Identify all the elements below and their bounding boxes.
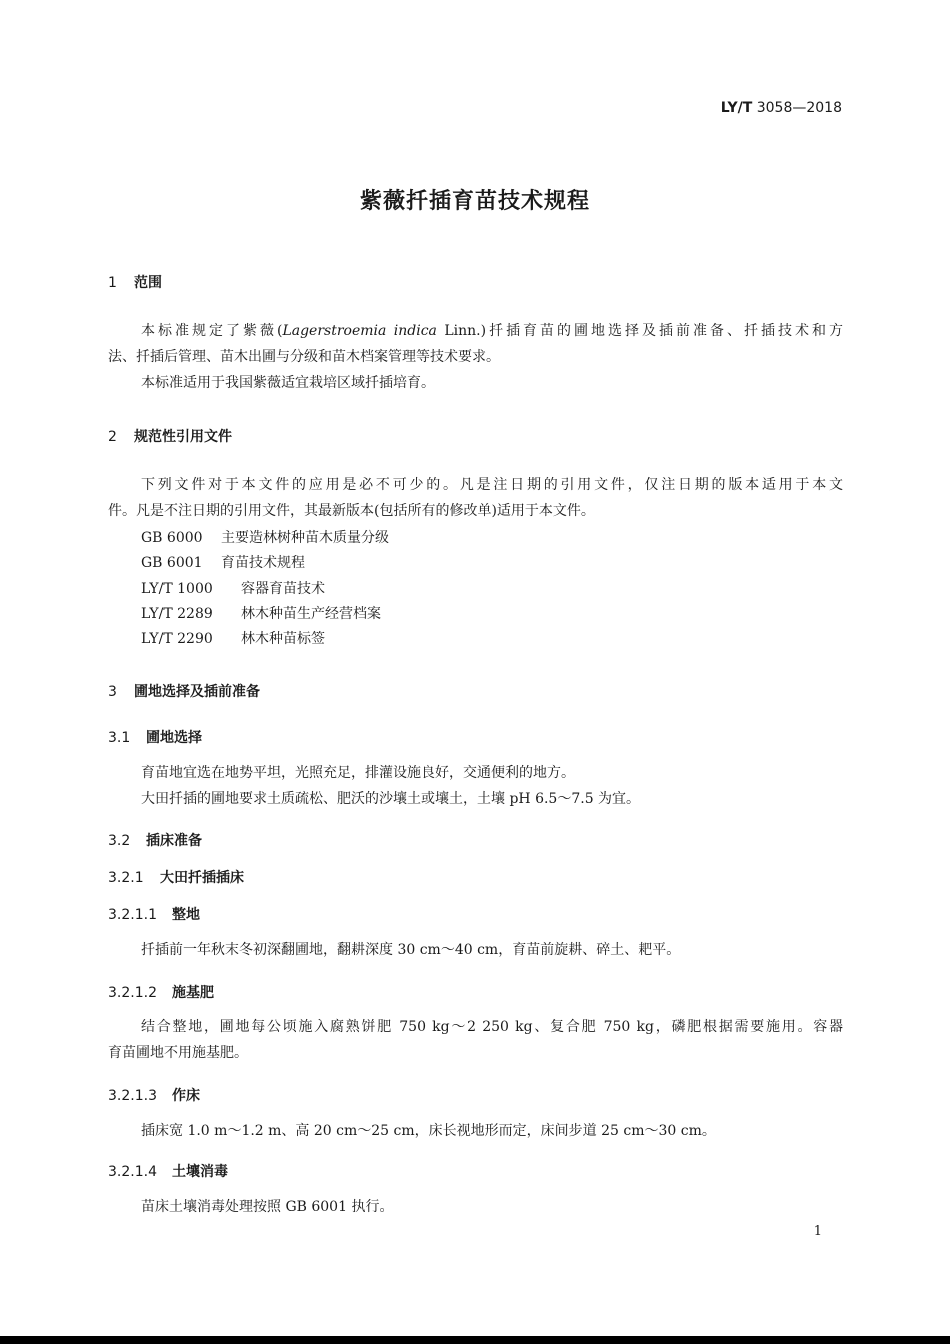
heading-3-number: 3 [108, 684, 117, 700]
heading-1-title: 范围 [134, 275, 162, 291]
paragraph-tillage [108, 937, 843, 963]
heading-3-2-1-4-title: 土壤消毒 [172, 1164, 228, 1180]
reference-code: GB 6001 [141, 555, 203, 571]
heading-3-2-1-2-title: 施基肥 [172, 985, 214, 1001]
standard-code [721, 100, 842, 116]
scope-text-d: 本标准适用于我国紫薇适宜栽培区域扦插培育。 [141, 375, 435, 391]
reference-item [141, 527, 389, 547]
heading-2-title: 规范性引用文件 [134, 429, 232, 445]
heading-3-2-1-1 [108, 904, 200, 924]
heading-3-2-1-4-number: 3.2.1.4 [108, 1164, 157, 1180]
reference-code: LY/T 2290 [141, 631, 213, 647]
site-text-1: 育苗地宜选在地势平坦，光照充足，排灌设施良好，交通便利的地方。 [141, 765, 575, 781]
bed-text: 插床宽 1.0 m～1.2 m、高 20 cm～25 cm，床长视地形而定，床间步道 25 cm～30 cm。 [141, 1123, 716, 1139]
paragraph-disinfection [108, 1194, 843, 1220]
paragraph-refs-intro [108, 472, 843, 524]
heading-3-2-1 [108, 867, 244, 887]
reference-item [141, 628, 325, 648]
scope-text-a: 本标准规定了紫薇( [141, 323, 283, 339]
heading-3-2-1-4 [108, 1161, 228, 1181]
reference-name: 林木种苗标签 [241, 631, 325, 647]
heading-3-2-1-1-number: 3.2.1.1 [108, 907, 157, 923]
latin-name: Lagerstroemia indica [282, 323, 437, 339]
refs-intro-line-2: 件。凡是不注日期的引用文件，其最新版本(包括所有的修改单)适用于本文件。 [108, 503, 595, 519]
scope-text-b: Linn.)扦插育苗的圃地选择及插前准备、扦插技术和方 [436, 323, 843, 339]
reference-name: 林木种苗生产经营档案 [241, 606, 381, 622]
standard-code-prefix: LY/T [720, 100, 753, 116]
scope-text-c: 法、扦插后管理、苗木出圃与分级和苗木档案管理等技术要求。 [108, 349, 500, 365]
reference-code: GB 6000 [141, 530, 203, 546]
heading-2 [108, 426, 232, 446]
reference-item [141, 603, 381, 623]
heading-3 [108, 681, 260, 701]
heading-3-2-1-3-number: 3.2.1.3 [108, 1088, 157, 1104]
heading-3-2-1-3-title: 作床 [172, 1088, 200, 1104]
heading-3-title: 圃地选择及插前准备 [134, 684, 260, 700]
heading-3-1-title: 圃地选择 [146, 730, 202, 746]
heading-3-2-1-2 [108, 982, 214, 1002]
refs-intro-line-1: 下列文件对于本文件的应用是必不可少的。凡是注日期的引用文件，仅注日期的版本适用于本文 [141, 477, 843, 493]
heading-1-number: 1 [108, 275, 117, 291]
reference-code: LY/T 2289 [141, 606, 213, 622]
paragraph-scope-2 [108, 370, 843, 396]
heading-3-2-1-title: 大田扦插插床 [160, 870, 244, 886]
paragraph-scope-1 [108, 318, 843, 370]
heading-3-1 [108, 727, 202, 747]
paragraph-site-1 [108, 760, 843, 786]
heading-3-2-title: 插床准备 [146, 833, 202, 849]
reference-name: 主要造林树种苗木质量分级 [221, 530, 389, 546]
heading-3-2-1-number: 3.2.1 [108, 870, 144, 886]
reference-code: LY/T 1000 [141, 581, 213, 597]
heading-3-2-1-1-title: 整地 [172, 907, 200, 923]
fertilizer-text-2: 育苗圃地不用施基肥。 [108, 1045, 248, 1061]
heading-3-2-number: 3.2 [108, 833, 131, 849]
paragraph-fertilizer [108, 1014, 843, 1066]
heading-3-1-number: 3.1 [108, 730, 131, 746]
reference-item [141, 552, 305, 572]
reference-name: 容器育苗技术 [241, 581, 325, 597]
site-text-2: 大田扦插的圃地要求土质疏松、肥沃的沙壤土或壤土，土壤 pH 6.5～7.5 为宜。 [141, 791, 641, 807]
disinfection-text: 苗床土壤消毒处理按照 GB 6001 执行。 [141, 1199, 394, 1215]
bottom-edge-bar [0, 1336, 950, 1344]
standard-code-number: 3058—2018 [756, 100, 842, 116]
heading-3-2 [108, 830, 202, 850]
heading-1 [108, 272, 162, 292]
reference-item [141, 578, 325, 598]
paragraph-bed [108, 1118, 843, 1144]
paragraph-site-2 [108, 786, 843, 812]
tillage-text: 扦插前一年秋末冬初深翻圃地，翻耕深度 30 cm～40 cm，育苗前旋耕、碎土、耙平。 [141, 942, 681, 958]
heading-2-number: 2 [108, 429, 117, 445]
document-title: 紫薇扦插育苗技术规程 [359, 189, 590, 214]
fertilizer-text-1: 结合整地，圃地每公顷施入腐熟饼肥 750 kg～2 250 kg、复合肥 750 kg，磷肥根据需要施用。容器 [141, 1019, 843, 1035]
heading-3-2-1-2-number: 3.2.1.2 [108, 985, 157, 1001]
reference-name: 育苗技术规程 [221, 555, 305, 571]
heading-3-2-1-3 [108, 1085, 200, 1105]
page-number: 1 [813, 1224, 822, 1239]
